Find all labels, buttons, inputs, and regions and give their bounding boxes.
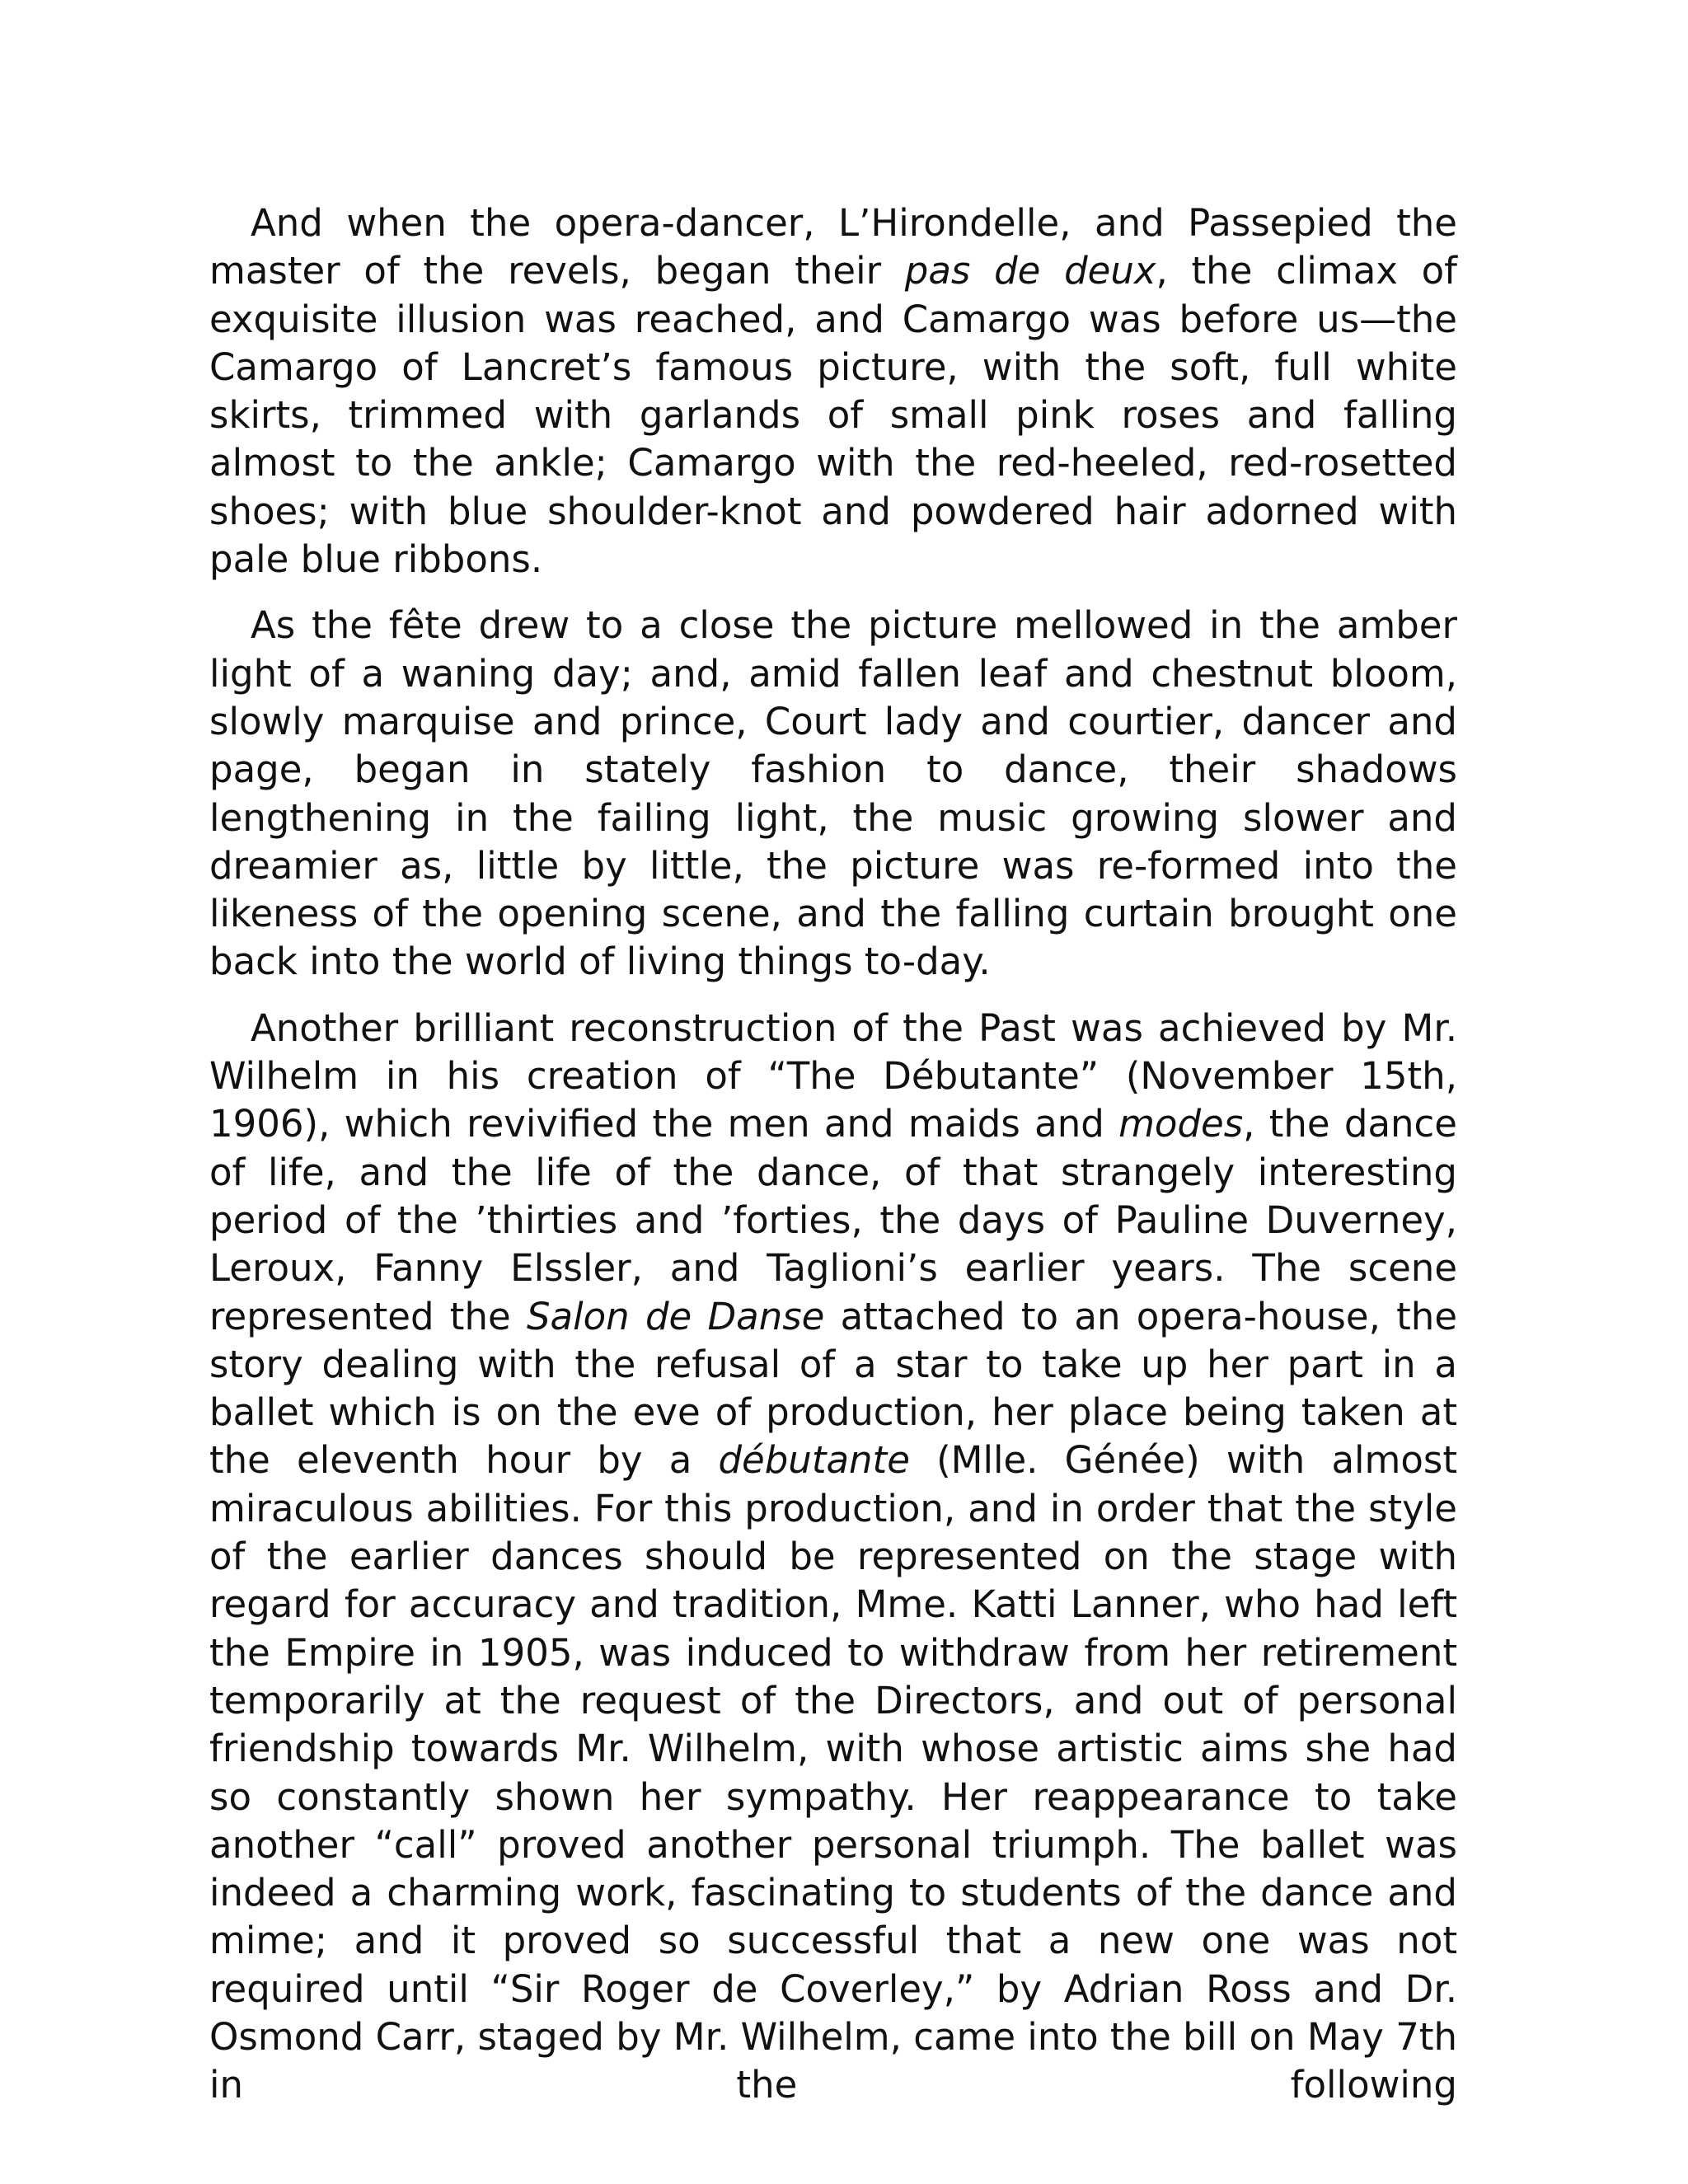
text-segment: attached to an opera-house, the story dealing with the refusal of a star to take up her part in a ballet which is on the eve of production, her place being taken at the eleventh hour by a xyxy=(209,1294,1458,1483)
text-segment: , the dance of life, and the life of the dance, of that strangely interesting period of the ’thirties and ’forties, the days of Pauline Duverney, Leroux, Fanny Elssler, and Taglioni’s earlier years. The scene represented the xyxy=(209,1102,1457,1338)
italic-text-segment: pas de deux xyxy=(904,249,1156,293)
paragraph-2 xyxy=(209,602,1457,986)
text-segment: Another brilliant reconstruction of the Past was achieved by Mr. Wilhelm in his creation of “The Débutante” (November 15th, 1906), which revivified the men and maids and xyxy=(209,1005,1457,1146)
text-segment: And when the opera-dancer, L’Hirondelle, and Passepied the master of the revels, began their xyxy=(209,201,1457,293)
paragraph-1 xyxy=(209,199,1457,583)
italic-text-segment: modes xyxy=(1118,1102,1244,1146)
text-segment: (Mlle. Génée) with almost miraculous abilities. For this production, and in order that the style of the earlier dances should be represented on the stage with regard for accuracy and tradition, Mme. Katti Lanner, who had left the Empire in 1905, was induced to withdraw from her retirement temporarily at the request of the Directors, and out of personal friendship towards Mr. Wilhelm, with whose artistic aims she had so constantly shown her sympathy. Her reappearance to take another “call” proved another personal triumph. The ballet was indeed a charming work, fascinating to students of the dance and mime; and it proved so successful that a new one was not required until “Sir Roger de Coverley,” by Adrian Ross and Dr. Osmond Carr, staged by Mr. Wilhelm, came into the bill on May 7th in the following xyxy=(209,1438,1458,2107)
italic-text-segment: débutante xyxy=(718,1438,910,1483)
text-segment: As the fête drew to a close the picture mellowed in the amber light of a waning day; and, amid fallen leaf and chestnut bloom, slowly marquise and prince, Court lady and courtier, dancer and page, began in stately fashion to dance, their shadows lengthening in the failing light, the music growing slower and dreamier as, little by little, the picture was re-formed into the likeness of the opening scene, and the falling curtain brought one back into the world of living things to-day. xyxy=(209,603,1457,984)
page-body xyxy=(209,199,1457,2128)
paragraph-3 xyxy=(209,1005,1457,2110)
text-segment: , the climax of exquisite illusion was reached, and Camargo was before us—the Camargo of Lancret’s famous picture, with the soft, full white skirts, trimmed with garlands of small pink roses and falling almost to the ankle; Camargo with the red-heeled, red-rosetted shoes; with blue shoulder-knot and powdered hair adorned with pale blue ribbons. xyxy=(209,249,1457,582)
italic-text-segment: Salon de Danse xyxy=(526,1294,825,1338)
